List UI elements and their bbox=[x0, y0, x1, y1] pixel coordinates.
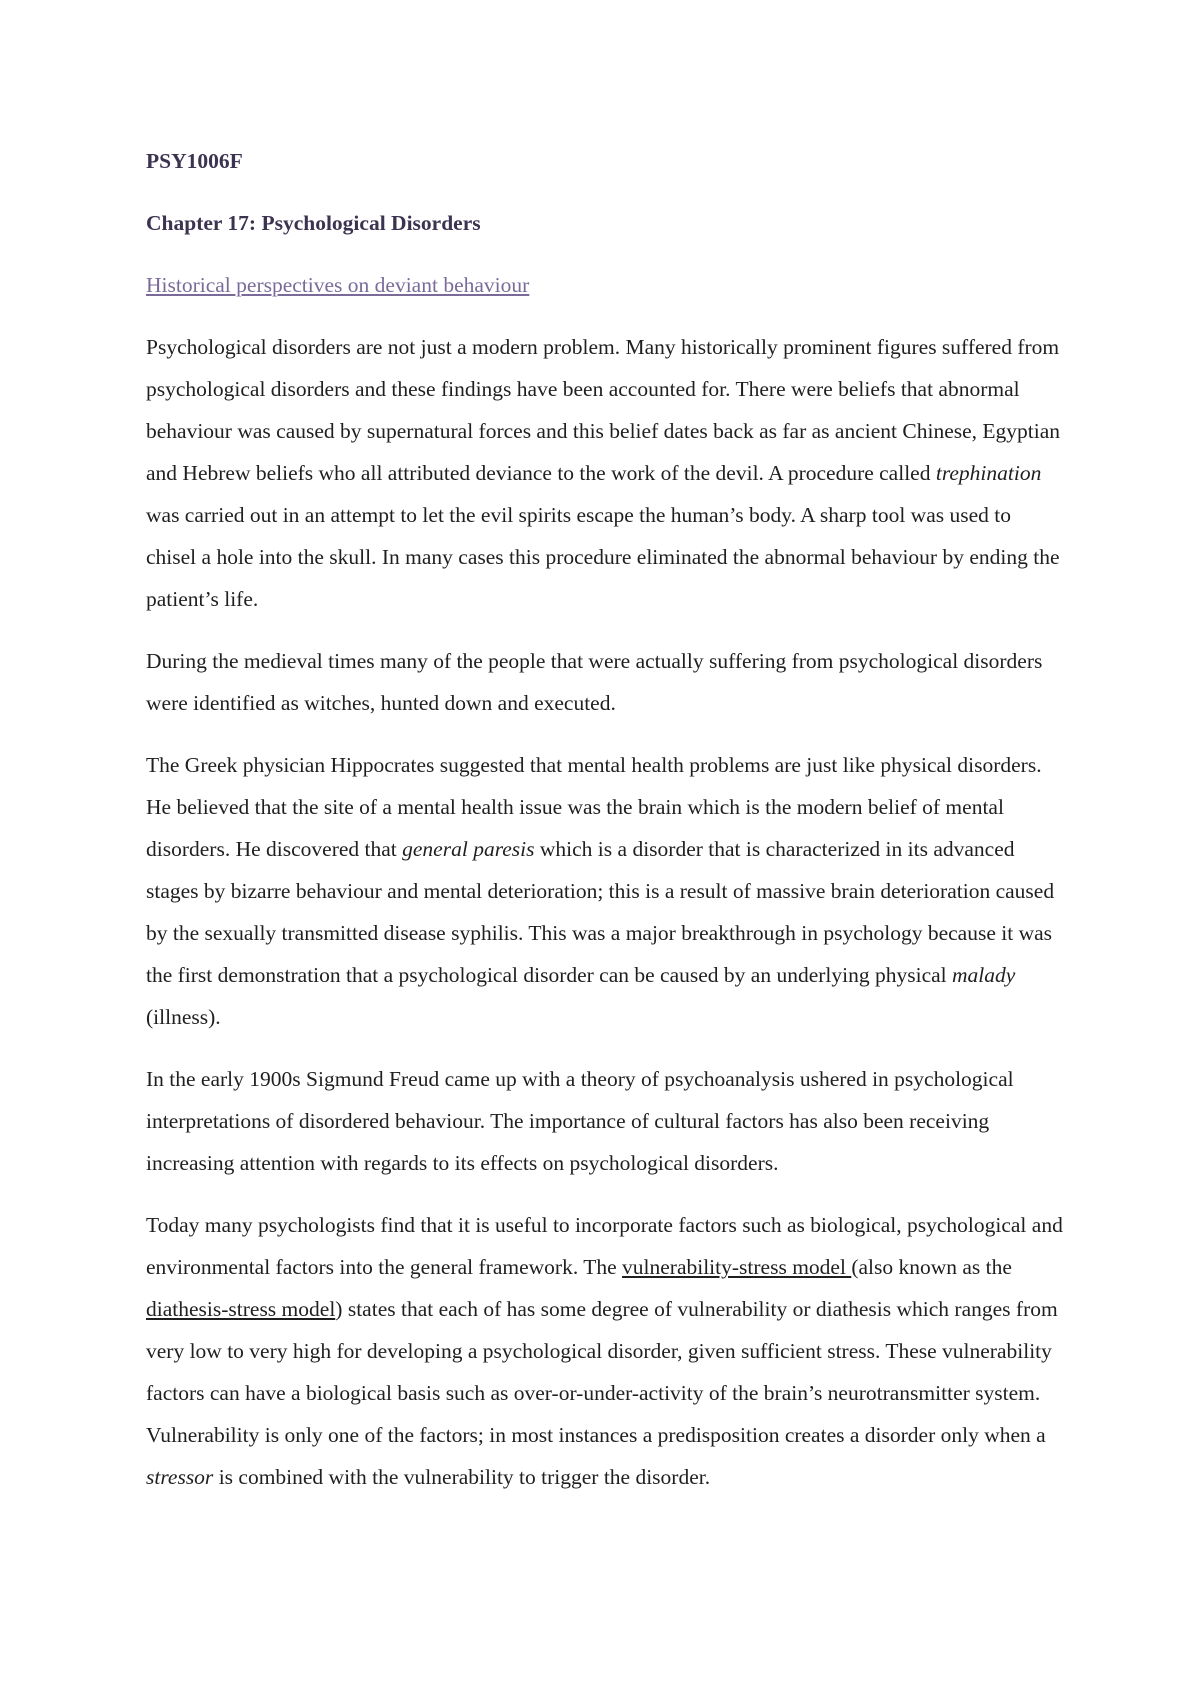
paragraph-hippocrates bbox=[146, 744, 1066, 1038]
paragraph-historical-beliefs bbox=[146, 326, 1066, 620]
term-stressor: stressor bbox=[146, 1465, 214, 1489]
paragraph-medieval-times: During the medieval times many of the people that were actually suffering from psychological disorders were identified as witches, hunted down and executed. bbox=[146, 649, 1043, 715]
term-vulnerability-stress-model: vulnerability-stress model bbox=[622, 1255, 852, 1279]
section-heading: Historical perspectives on deviant behaviour bbox=[146, 273, 530, 297]
paragraph-text: Psychological disorders are not just a modern problem. Many historically prominent figures suffered from psychological disorders and these findings have been accounted for. There were beliefs that abnormal behaviour was caused by supernatural forces and this belief dates back as far as ancient Chinese, Egyptian and Hebrew beliefs who all attributed deviance to the work of the devil. A procedure called bbox=[146, 335, 1061, 485]
term-trephination: trephination bbox=[935, 461, 1042, 485]
paragraph-text: is combined with the vulnerability to trigger the disorder. bbox=[213, 1465, 711, 1489]
course-code-heading: PSY1006F bbox=[146, 149, 243, 173]
document-body bbox=[146, 140, 1066, 1518]
paragraph-text: was carried out in an attempt to let the evil spirits escape the human’s body. A sharp tool was used to chisel a hole into the skull. In many cases this procedure eliminated the abnormal behaviour by ending the patient’s life. bbox=[146, 503, 1060, 611]
paragraph-text: ) states that each of has some degree of vulnerability or diathesis which ranges from very low to very high for developing a psychological disorder, given sufficient stress. These vulnerability factors can have a biological basis such as over-or-under-activity of the brain’s neurotransmitter system. Vulnerability is only one of the factors; in most instances a predisposition creates a disorder only when a bbox=[146, 1297, 1058, 1447]
paragraph-freud: In the early 1900s Sigmund Freud came up with a theory of psychoanalysis ushered in psychological interpretations of disordered behaviour. The importance of cultural factors has also been receiving increasing attention with regards to its effects on psychological disorders. bbox=[146, 1067, 1014, 1175]
paragraph-text: (also known as the bbox=[851, 1255, 1012, 1279]
paragraph-text: which is a disorder that is characterized in its advanced stages by bizarre behaviour and mental deterioration; this is a result of massive brain deterioration caused by the sexually transmitted disease syphilis. This was a major breakthrough in psychology because it was the first demonstration that a psychological disorder can be caused by an underlying physical bbox=[146, 837, 1055, 987]
paragraph-vulnerability-stress bbox=[146, 1204, 1066, 1498]
chapter-title: Chapter 17: Psychological Disorders bbox=[146, 211, 481, 235]
paragraph-text: Today many psychologists find that it is useful to incorporate factors such as biological, psychological and environmental factors into the general framework. The bbox=[146, 1213, 1063, 1279]
paragraph-text: (illness). bbox=[146, 1005, 221, 1029]
term-general-paresis: general paresis bbox=[402, 837, 535, 861]
term-diathesis-stress-model: diathesis-stress model bbox=[146, 1297, 336, 1321]
term-malady: malady bbox=[952, 963, 1016, 987]
paragraph-text: The Greek physician Hippocrates suggested that mental health problems are just like physical disorders. He believed that the site of a mental health issue was the brain which is the modern belief of mental disorders. He discovered that bbox=[146, 753, 1042, 861]
